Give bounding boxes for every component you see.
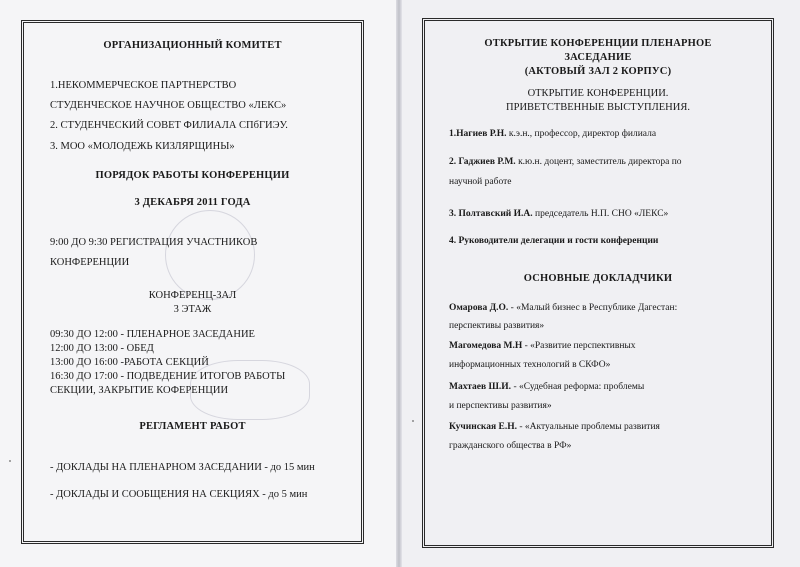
- schedule-item: СЕКЦИИ, ЗАКРЫТИЕ КОФЕРЕНЦИИ: [50, 385, 229, 396]
- speaker-item: Магомедова М.Н - «Развитие перспективных: [449, 341, 636, 351]
- rule-item: - ДОКЛАДЫ И СООБЩЕНИЯ НА СЕКЦИЯХ - до 5 мин: [50, 489, 308, 500]
- schedule-item: 13:00 ДО 16:00 -РАБОТА СЕКЦИЙ: [50, 357, 209, 368]
- hall-name: КОНФЕРЕНЦ-ЗАЛ: [148, 290, 237, 301]
- greeting-item: научной работе: [449, 177, 512, 187]
- opening-title: ОТКРЫТИЕ КОНФЕРЕНЦИИ ПЛЕНАРНОЕ: [484, 38, 712, 49]
- opening-subtitle: ОТКРЫТИЕ КОНФЕРЕНЦИИ.: [527, 88, 669, 99]
- opening-title: ЗАСЕДАНИЕ: [564, 52, 632, 63]
- schedule-item: 09:30 ДО 12:00 - ПЛЕНАРНОЕ ЗАСЕДАНИЕ: [50, 329, 255, 340]
- left-frame: [21, 20, 364, 544]
- org-line: СТУДЕНЧЕСКОЕ НАУЧНОЕ ОБЩЕСТВО «ЛЕКС»: [50, 100, 287, 111]
- greeting-item: 4. Руководители делегации и гости конференции: [449, 236, 659, 246]
- speaker-item: информационных технологий в СКФО»: [449, 360, 611, 370]
- schedule-item: 16:30 ДО 17:00 - ПОДВЕДЕНИЕ ИТОГОВ РАБОТЫ: [50, 371, 286, 382]
- speakers-title: ОСНОВНЫЕ ДОКЛАДЧИКИ: [523, 273, 673, 284]
- speaker-item: Омарова Д.О. - «Малый бизнес в Республике Дагестан:: [449, 303, 678, 313]
- speaker-item: перспективы развития»: [449, 321, 545, 331]
- opening-subtitle: ПРИВЕТСТВЕННЫЕ ВЫСТУПЛЕНИЯ.: [506, 102, 690, 113]
- org-line: 2. СТУДЕНЧЕСКИЙ СОВЕТ ФИЛИАЛА СПбГИЭУ.: [50, 120, 288, 131]
- rules-title: РЕГЛАМЕНТ РАБОТ: [139, 421, 246, 432]
- schedule-title: ПОРЯДОК РАБОТЫ КОНФЕРЕНЦИИ: [95, 170, 290, 181]
- speaker-item: гражданского общества в РФ»: [449, 441, 572, 451]
- rule-item: - ДОКЛАДЫ НА ПЛЕНАРНОМ ЗАСЕДАНИИ - до 15 мин: [50, 462, 315, 473]
- speaker-item: Махтаев Ш.И. - «Судебная реформа: проблемы: [449, 382, 645, 392]
- greeting-item: 3. Полтавский И.А. председатель Н.П. СНО «ЛЕКС»: [449, 209, 669, 219]
- registration-line: 9:00 ДО 9:30 РЕГИСТРАЦИЯ УЧАСТНИКОВ: [50, 237, 258, 248]
- schedule-item: 12:00 ДО 13:00 - ОБЕД: [50, 343, 154, 354]
- paper-speck: [412, 420, 414, 422]
- right-frame: [422, 18, 774, 548]
- org-line: 1.НЕКОММЕРЧЕСКОЕ ПАРТНЕРСТВО: [50, 80, 237, 91]
- org-committee-title: ОРГАНИЗАЦИОННЫЙ КОМИТЕТ: [103, 40, 282, 51]
- opening-title: (АКТОВЫЙ ЗАЛ 2 КОРПУС): [524, 66, 672, 77]
- speaker-item: Кучинская Е.Н. - «Актуальные проблемы развития: [449, 422, 660, 432]
- greeting-item: 1.Нагиев Р.Н. к.э.н., профессор, директор филиала: [449, 129, 657, 139]
- greeting-item: 2. Гаджиев Р.М. к.ю.н. доцент, заместитель директора по: [449, 157, 682, 167]
- hall-floor: 3 ЭТАЖ: [173, 304, 212, 315]
- speaker-item: и перспективы развития»: [449, 401, 552, 411]
- paper-speck: [9, 460, 11, 462]
- registration-line: КОНФЕРЕНЦИИ: [50, 257, 130, 268]
- org-line: 3. МОО «МОЛОДЕЖЬ КИЗЛЯРЩИНЫ»: [50, 141, 235, 152]
- conference-date: 3 ДЕКАБРЯ 2011 ГОДА: [134, 197, 251, 208]
- page-fold: [396, 0, 402, 567]
